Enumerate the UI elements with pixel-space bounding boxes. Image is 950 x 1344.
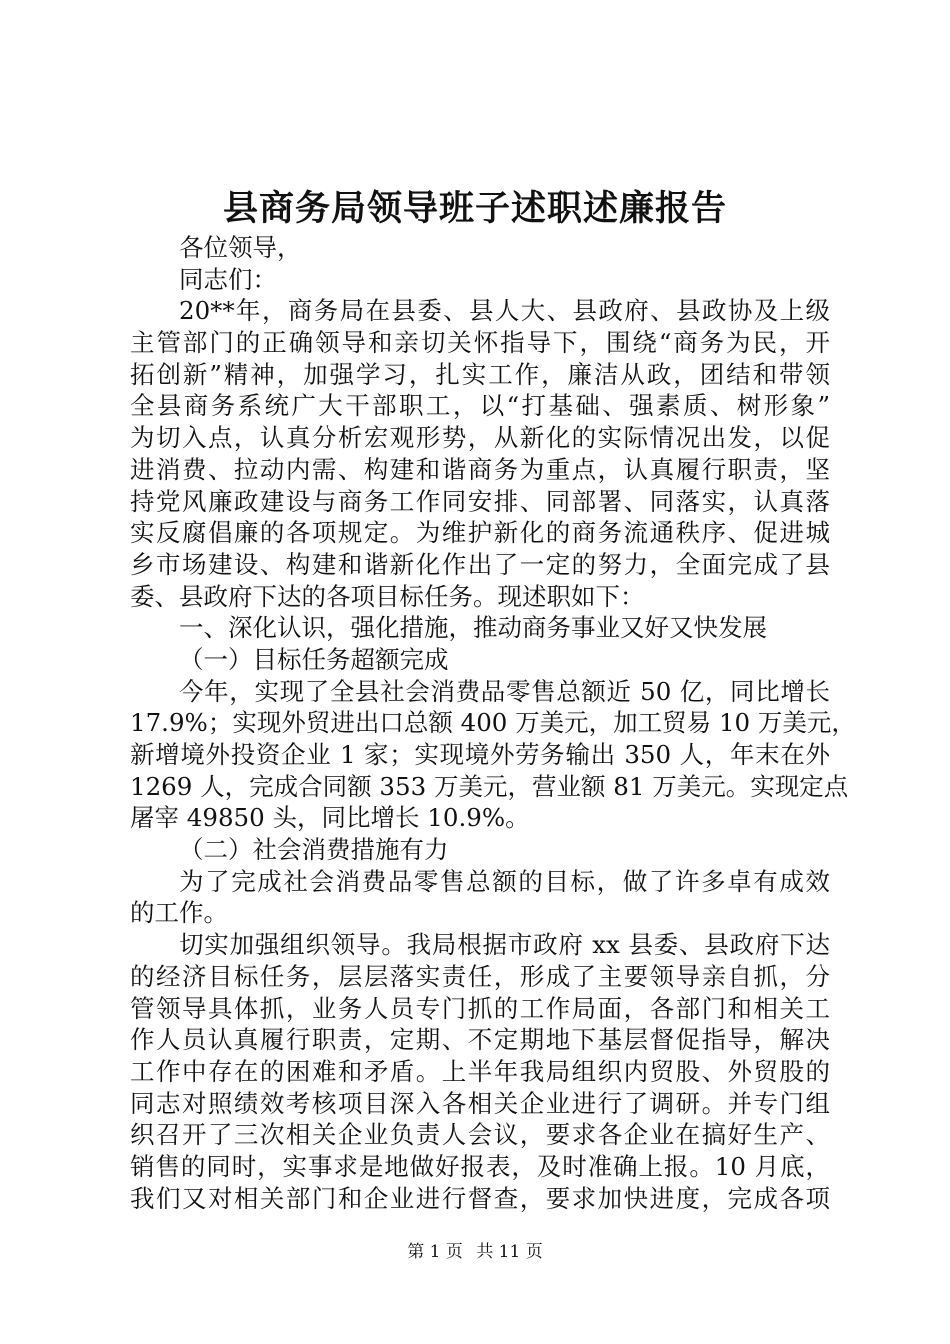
text-line: 的经济目标任务，层层落实责任，形成了主要领导亲自抓，分	[130, 961, 830, 991]
text-line: 我们又对相关部门和企业进行督查，要求加快进度，完成各项	[130, 1183, 830, 1213]
text-line: 新增境外投资企业 1 家；实现境外劳务输出 350 人，年末在外	[130, 740, 830, 769]
text-line: 持党风廉政建设与商务工作同安排、同部署、同落实，认真落	[130, 486, 830, 516]
text-line: 主管部门的正确领导和亲切关怀指导下，围绕“商务为民，开	[130, 328, 830, 358]
text-line: 的工作。	[130, 898, 228, 928]
text-line: 织召开了三次相关企业负责人会议，要求各企业在搞好生产、	[130, 1120, 830, 1150]
text-line: 工作中存在的困难和矛盾。上半年我局组织内贸股、外贸股的	[130, 1056, 830, 1086]
text-line: 全县商务系统广大干部职工，以“打基础、强素质、树形象”	[130, 391, 830, 421]
text-line: 实反腐倡廉的各项规定。为维护新化的商务流通秩序、促进城	[130, 518, 830, 548]
page-number: 第 1 页	[407, 1242, 463, 1262]
text-line: 1269 人，完成合同额 353 万美元，营业额 81 万美元。实现定点	[130, 771, 849, 801]
text-line: 今年，实现了全县社会消费品零售总额近 50 亿，同比增长	[179, 676, 830, 706]
page-total: 共 11 页	[476, 1242, 543, 1262]
text-line: （一）目标任务超额完成	[179, 644, 449, 674]
text-line: 为切入点，认真分析宏观形势，从新化的实际情况出发，以促	[130, 423, 830, 453]
text-line: 拓创新”精神，加强学习，扎实工作，廉洁从政，团结和带领	[130, 359, 830, 389]
text-line: 20**年，商务局在县委、县人大、县政府、县政协及上级	[179, 296, 830, 326]
text-line: （二）社会消费措施有力	[179, 835, 449, 865]
text-line: 为了完成社会消费品零售总额的目标，做了许多卓有成效	[179, 866, 830, 896]
text-line: 进消费、拉动内需、构建和谐商务为重点，认真履行职责，坚	[130, 454, 830, 484]
document-body	[130, 232, 856, 1214]
text-line: 乡市场建设、构建和谐新化作出了一定的努力，全面完成了县	[130, 549, 830, 579]
text-line: 17.9%；实现外贸进出口总额 400 万美元，加工贸易 10 万美元，	[130, 708, 856, 738]
text-line: 管领导具体抓，业务人员专门抓的工作局面，各部门和相关工	[130, 993, 830, 1023]
text-line: 切实加强组织领导。我局根据市政府 xx 县委、县政府下达	[179, 930, 830, 960]
text-line: 屠宰 49850 头，同比增长 10.9%。	[130, 803, 530, 833]
document-title: 县商务局领导班子述职述廉报告	[222, 188, 727, 229]
text-line: 作人员认真履行职责，定期、不定期地下基层督促指导，解决	[130, 1025, 830, 1055]
text-line: 同志对照绩效考核项目深入各相关企业进行了调研。并专门组	[130, 1088, 830, 1118]
text-line: 委、县政府下达的各项目标任务。现述职如下：	[130, 581, 645, 611]
text-line: 一、深化认识，强化措施，推动商务事业又好又快发展	[179, 613, 767, 643]
text-line: 同志们：	[179, 264, 277, 294]
page-footer	[0, 1240, 950, 1264]
text-line: 销售的同时，实事求是地做好报表，及时准确上报。10 月底，	[130, 1151, 830, 1181]
text-line: 各位领导，	[179, 233, 302, 262]
